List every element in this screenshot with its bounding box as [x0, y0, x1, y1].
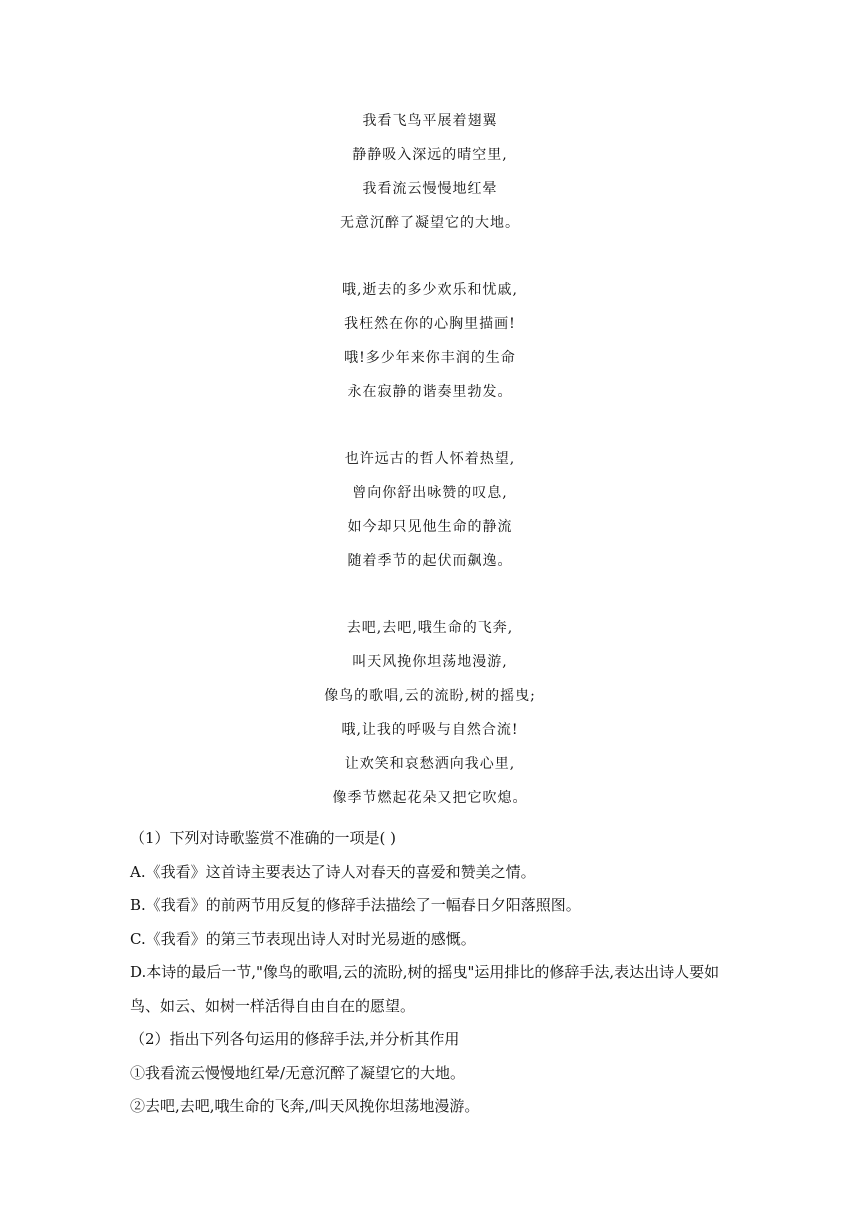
question-1-option-b: B.《我看》的前两节用反复的修辞手法描绘了一幅春日夕阳落照图。 [130, 896, 581, 914]
poem-stanza-4 [0, 611, 860, 815]
poem-stanza-1 [0, 104, 860, 240]
questions-section [130, 822, 730, 1124]
poem [0, 104, 860, 815]
poem-line: 如今却只见他生命的静流 [347, 519, 513, 535]
poem-line: 永在寂静的谐奏里勃发。 [347, 384, 513, 400]
question-1-option-c: C.《我看》的第三节表现出诗人对时光易逝的感慨。 [130, 929, 476, 948]
poem-line: 像季节燃起花朵又把它吹熄。 [332, 790, 528, 806]
poem-line: 叫天风挽你坦荡地漫游, [352, 654, 508, 670]
poem-line: 曾向你舒出咏赞的叹息, [352, 485, 508, 501]
poem-stanza-2 [0, 273, 860, 409]
poem-line: 我枉然在你的心胸里描画! [344, 316, 516, 332]
poem-line: 哦,让我的呼吸与自然合流! [341, 722, 519, 738]
poem-line: 我看飞鸟平展着翅翼 [362, 113, 498, 129]
poem-stanza-3 [0, 442, 860, 578]
poem-line: 我看流云慢慢地红晕 [362, 181, 498, 197]
question-1-option-a: A.《我看》这首诗主要表达了诗人对春天的喜爱和赞美之情。 [130, 862, 536, 881]
question-1-option-d-continued: 鸟、如云、如树一样活得自由自在的愿望。 [130, 996, 416, 1015]
poem-line: 像鸟的歌唱,云的流盼,树的摇曳; [324, 688, 536, 704]
poem-line: 哦,逝去的多少欢乐和忧戚, [342, 282, 518, 298]
question-2-stem: （2）指出下列各句运用的修辞手法,并分析其作用 [130, 1030, 460, 1048]
poem-line: 无意沉醉了凝望它的大地。 [340, 215, 520, 231]
poem-line: 哦!多少年来你丰润的生命 [344, 350, 516, 366]
poem-line: 去吧,去吧,哦生命的飞奔, [346, 620, 514, 636]
question-2-item-1: ①我看流云慢慢地红晕/无意沉醉了凝望它的大地。 [130, 1063, 466, 1082]
question-1-option-d: D.本诗的最后一节,"像鸟的歌唱,云的流盼,树的摇曳"运用排比的修辞手法,表达出诗人要如 [130, 963, 720, 981]
poem-line: 让欢笑和哀愁洒向我心里, [344, 756, 516, 772]
question-2-item-2: ②去吧,去吧,哦生命的飞奔,/叫天风挽你坦荡地漫游。 [130, 1097, 480, 1115]
question-1-stem: （1）下列对诗歌鉴赏不准确的一项是( ) [130, 829, 397, 847]
poem-line: 静静吸入深远的晴空里, [352, 147, 508, 163]
poem-line: 也许远古的哲人怀着热望, [344, 451, 516, 467]
poem-line: 随着季节的起伏而飙逸。 [347, 553, 513, 569]
